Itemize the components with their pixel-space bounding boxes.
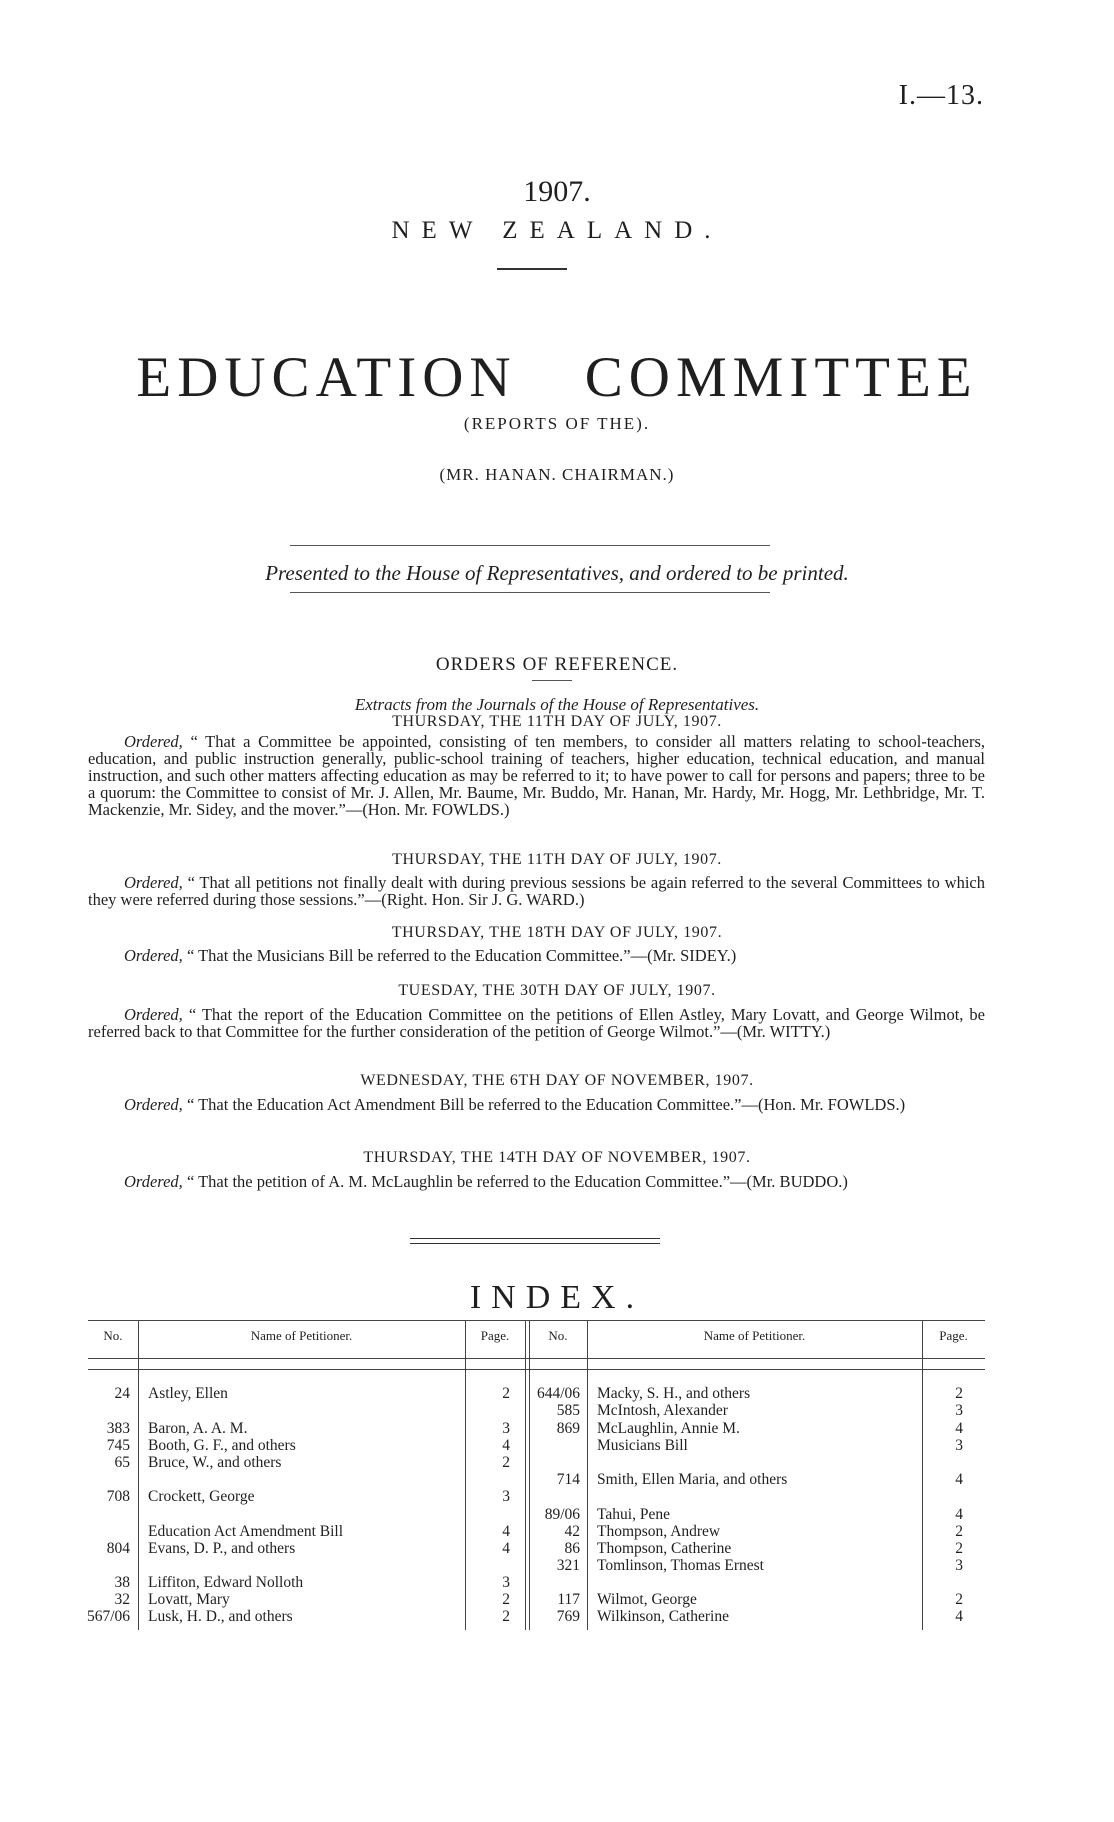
- row-no: 65: [114, 1454, 130, 1471]
- order-date: TUESDAY, THE 30TH DAY OF JULY, 1907.: [398, 982, 716, 999]
- row-page: 3: [955, 1437, 963, 1454]
- divider: [497, 268, 567, 270]
- order-body: “ That the petition of A. M. McLaughlin be referred to the Education Committee.”—(Mr. BUDDO.): [186, 1172, 848, 1191]
- row-name: Thompson, Andrew: [597, 1523, 721, 1540]
- order-text: [88, 1173, 985, 1190]
- order-date: THURSDAY, THE 11TH DAY OF JULY, 1907.: [392, 713, 722, 730]
- row-page: 2: [955, 1385, 963, 1402]
- row-no: 714: [556, 1471, 580, 1488]
- row-no: 585: [556, 1402, 580, 1419]
- row-name: Smith, Ellen Maria, and others: [597, 1471, 788, 1488]
- main-title: EDUCATION COMMITTEE: [136, 346, 978, 409]
- ordered-label: Ordered,: [124, 946, 183, 965]
- country: NEW ZEALAND.: [391, 217, 723, 244]
- row-name: Musicians Bill: [597, 1437, 688, 1454]
- row-name: Macky, S. H., and others: [597, 1385, 751, 1402]
- row-name: Lusk, H. D., and others: [148, 1608, 293, 1625]
- order-body: “ That a Committee be appointed, consisting of ten members, to consider all matters relating to school-teachers, education, and public instruction generally, public-school training of teachers, higher education, technical education, and manual instruction, and such other matters affecting education as may be referred to it; to have power to call for persons and papers; three to be a quorum: the Committee to consist of Mr. J. Allen, Mr. Baume, Mr. Buddo, Mr. Hanan, Mr. Hardy, Mr. Hogg, Mr. Lethbridge, Mr. T. Mackenzie, Mr. Sidey, and the mover.”—(Hon. Mr. FOWLDS.): [88, 732, 986, 819]
- table-rule: [525, 1320, 526, 1630]
- row-page: 3: [955, 1557, 963, 1574]
- row-no: 32: [114, 1591, 130, 1608]
- row-page: 2: [955, 1523, 963, 1540]
- ordered-label: Ordered,: [124, 1172, 183, 1191]
- order-text: [88, 947, 985, 964]
- order-date: WEDNESDAY, THE 6TH DAY OF NOVEMBER, 1907.: [360, 1072, 754, 1089]
- table-rule: [587, 1320, 588, 1630]
- col-header-no: No.: [103, 1328, 123, 1343]
- row-name: Wilkinson, Catherine: [597, 1608, 729, 1625]
- row-no: 708: [106, 1488, 130, 1505]
- ordered-label: Ordered,: [124, 1005, 183, 1024]
- divider: [532, 680, 572, 681]
- col-header-page: Page.: [939, 1328, 968, 1343]
- row-name: Booth, G. F., and others: [148, 1437, 296, 1454]
- row-name: Wilmot, George: [597, 1591, 697, 1608]
- table-rule: [88, 1358, 985, 1359]
- row-page: 2: [502, 1454, 510, 1471]
- row-no: 644/06: [536, 1385, 580, 1402]
- subtitle: (REPORTS OF THE).: [463, 414, 651, 433]
- row-page: 3: [502, 1420, 510, 1437]
- ordered-label: Ordered,: [124, 732, 183, 751]
- row-no: 769: [556, 1608, 580, 1625]
- ordered-label: Ordered,: [124, 1095, 183, 1114]
- row-name: Education Act Amendment Bill: [148, 1523, 344, 1540]
- col-header-no: No.: [548, 1328, 568, 1343]
- divider: [290, 592, 770, 593]
- order-date: THURSDAY, THE 14TH DAY OF NOVEMBER, 1907.: [363, 1149, 751, 1166]
- row-name: Liffiton, Edward Nolloth: [148, 1574, 304, 1591]
- row-page: 2: [955, 1540, 963, 1557]
- row-page: 4: [502, 1437, 510, 1454]
- row-name: Tomlinson, Thomas Ernest: [597, 1557, 764, 1574]
- row-name: Astley, Ellen: [148, 1385, 228, 1402]
- order-date: THURSDAY, THE 18TH DAY OF JULY, 1907.: [391, 924, 723, 941]
- row-no: 86: [564, 1540, 580, 1557]
- row-page: 4: [955, 1471, 963, 1488]
- row-name: Lovatt, Mary: [148, 1591, 230, 1608]
- row-page: 3: [955, 1402, 963, 1419]
- order-date: THURSDAY, THE 11TH DAY OF JULY, 1907.: [392, 851, 722, 868]
- extracts-line: Extracts from the Journals of the House of Representatives.: [354, 695, 760, 714]
- row-page: 4: [955, 1420, 963, 1437]
- row-page: 4: [502, 1540, 510, 1557]
- orders-heading: ORDERS OF REFERENCE.: [435, 654, 679, 675]
- table-rule: [138, 1320, 139, 1630]
- row-no: 89/06: [544, 1506, 580, 1523]
- table-rule: [922, 1320, 923, 1630]
- col-header-page: Page.: [480, 1328, 510, 1343]
- ordered-label: Ordered,: [124, 873, 183, 892]
- row-name: Crockett, George: [148, 1488, 255, 1505]
- order-body: “ That the Education Act Amendment Bill be referred to the Education Committee.”—(Hon. Mr. FOWLDS.): [186, 1095, 906, 1114]
- row-page: 2: [502, 1591, 510, 1608]
- row-no: 24: [114, 1385, 130, 1402]
- year: 1907.: [523, 175, 591, 208]
- row-name: McLaughlin, Annie M.: [597, 1420, 740, 1437]
- row-page: 3: [502, 1574, 510, 1591]
- row-no: 745: [106, 1437, 130, 1454]
- order-text: [88, 874, 985, 908]
- index-title: INDEX.: [469, 1279, 645, 1316]
- row-name: Thompson, Catherine: [597, 1540, 732, 1557]
- row-no: 869: [556, 1420, 580, 1437]
- order-text: [88, 733, 985, 818]
- divider: [410, 1243, 660, 1244]
- row-no: 42: [564, 1523, 580, 1540]
- table-rule: [88, 1369, 985, 1370]
- row-name: Bruce, W., and others: [148, 1454, 282, 1471]
- table-rule: [465, 1320, 466, 1630]
- chairman: (MR. HANAN. CHAIRMAN.): [439, 465, 675, 484]
- row-name: McIntosh, Alexander: [597, 1402, 728, 1419]
- row-page: 4: [955, 1608, 963, 1625]
- row-no: 38: [114, 1574, 130, 1591]
- row-page: 4: [955, 1506, 963, 1523]
- table-rule: [88, 1320, 985, 1321]
- row-no: 321: [556, 1557, 580, 1574]
- row-no: 804: [106, 1540, 130, 1557]
- row-no: 383: [106, 1420, 130, 1437]
- order-body: “ That the report of the Education Committee on the petitions of Ellen Astley, Mary Lovatt, and George Wilmot, be referred back to that Committee for the further consideration of the petition of George Wilmot.”—(Mr. WITTY.): [88, 1005, 986, 1041]
- row-page: 2: [502, 1608, 510, 1625]
- row-name: Evans, D. P., and others: [148, 1540, 296, 1557]
- paper-reference: I.—13.: [898, 80, 984, 111]
- order-body: “ That the Musicians Bill be referred to the Education Committee.”—(Mr. SIDEY.): [186, 946, 737, 965]
- col-header-name: Name of Petitioner.: [250, 1328, 353, 1343]
- row-no: 117: [557, 1591, 580, 1608]
- presented-line: Presented to the House of Representatives, and ordered to be printed.: [265, 561, 849, 585]
- col-header-name: Name of Petitioner.: [703, 1328, 806, 1343]
- divider: [410, 1238, 660, 1239]
- row-page: 4: [502, 1523, 510, 1540]
- row-no: 567/06: [86, 1608, 130, 1625]
- row-name: Baron, A. A. M.: [148, 1420, 248, 1437]
- order-text: [88, 1006, 985, 1040]
- row-page: 2: [502, 1385, 510, 1402]
- row-name: Tahui, Pene: [597, 1506, 670, 1523]
- order-text: [88, 1096, 985, 1113]
- row-page: 3: [502, 1488, 510, 1505]
- divider: [290, 545, 770, 546]
- row-page: 2: [955, 1591, 963, 1608]
- order-body: “ That all petitions not finally dealt with during previous sessions be again referred to the several Committees to which they were referred during those sessions.”—(Right. Hon. Sir J. G. WARD.): [88, 873, 985, 909]
